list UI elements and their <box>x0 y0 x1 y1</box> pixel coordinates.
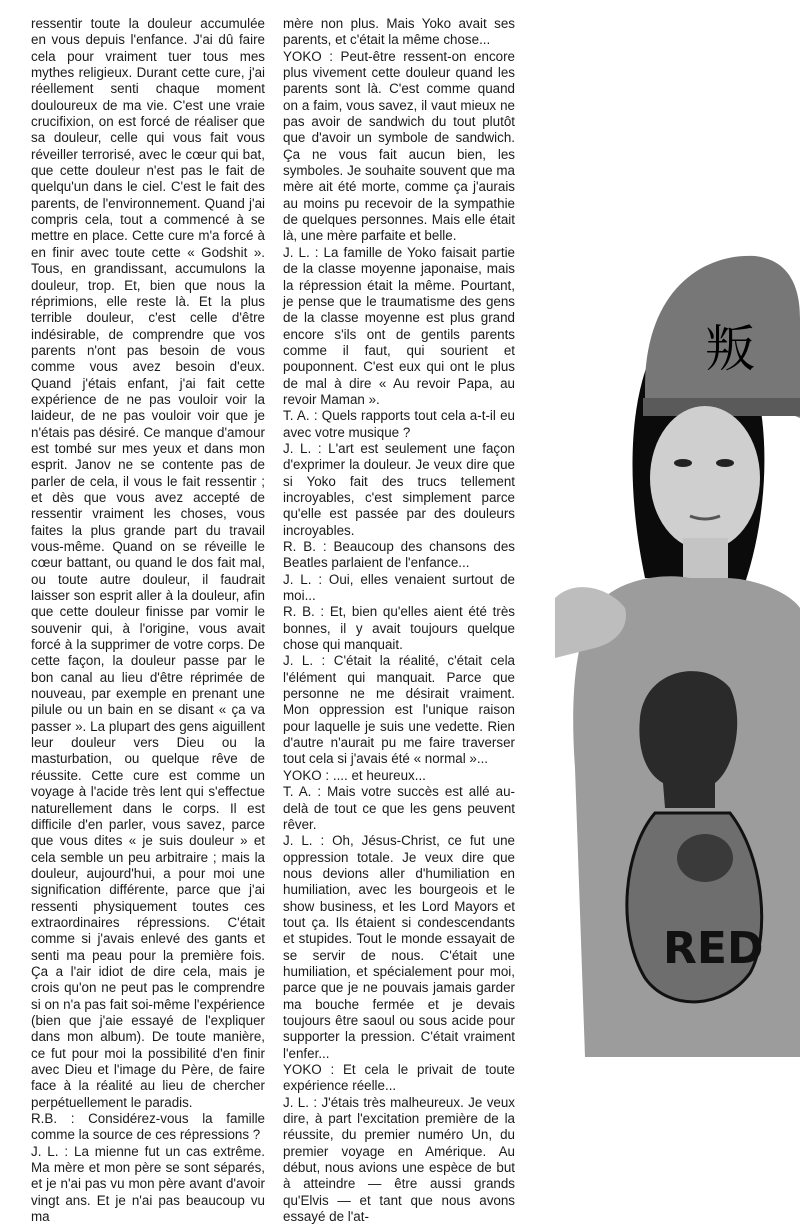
paragraph-jl-3: J. L. : Oui, elles venaient surtout de moi... <box>283 571 515 604</box>
shirt-text: RED <box>663 923 764 974</box>
paragraph-ta-2: T. A. : Mais votre succès est allé au-delà de tout ce que les gens peuvent rêver. <box>283 784 515 832</box>
paragraph-rb-2: R. B. : Et, bien qu'elles aient été très bonnes, il y avait toujours quelque chose qui manquait. <box>283 604 515 653</box>
face <box>650 406 760 550</box>
paragraph-rb-1: R. B. : Beaucoup des chansons des Beatles parlaient de l'enfance... <box>283 539 515 571</box>
text-column-right <box>283 16 515 1225</box>
paragraph-question-rb: R.B. : Considérez-vous la famille comme la source de ces répressions ? <box>31 1111 265 1143</box>
helmet-characters: 叛 <box>705 320 755 378</box>
paragraph-jl-6: J. L. : J'étais très malheureux. Je veux dire, à part l'excitation première de la réussite, du premier numéro Un, du premier voyage en Amérique. Au début, nous avions une espèce de but à atteindre — être aussi grands qu'Elvis — et tant que nous avons essayé de l'at- <box>283 1094 515 1225</box>
paragraph-jl-2: J. L. : L'art est seulement une façon d'exprimer la douleur. Je veux dire que si Yoko fait des trucs tellement incroyables, c'est simplement parce qu'elle est passée par des douleurs incroyables. <box>283 440 515 538</box>
paragraph-jl-1: J. L. : La famille de Yoko faisait partie de la classe moyenne japonaise, mais la répression était la même. Pourtant, je pense que le traumatisme des gens de la classe moyenne est plus grand encore s'ils ont de gentils parents comme il faut, qui sourient et pouponnent. C'est eux qui ont le plus de mal à dire « Au revoir Papa, au revoir Maman ». <box>283 244 515 407</box>
paragraph-yoko-2: YOKO : .... et heureux... <box>283 767 426 783</box>
portrait-photo <box>555 248 800 1057</box>
paragraph-yoko-1: YOKO : Peut-être ressent-on encore plus vivement cette douleur quand les parents sont là. C'est comme quand on a faim, vous savez, il vaut mieux ne pas avoir de sandwich du tout plutôt que d'avoir un symbole de sandwich. Ça ne vous fait aucun bien, les symboles. Je souhaite souvent que ma mère ait été morte, comme ça j'aurais au moins pu recevoir de la sympathie de quelques personnes. Mais elle était là, une mère parfaite et belle. <box>283 48 515 244</box>
paragraph-continuation: mère non plus. Mais Yoko avait ses parents, et c'était la même chose... <box>283 16 515 48</box>
paragraph-answer-jl: J. L. : La mienne fut un cas extrême. Ma mère et mon père se sont séparés, et je n'ai pas vu mon père avant d'avoir vingt ans. Et je n'ai pas beaucoup vu ma <box>31 1143 265 1225</box>
paragraph-jl-5: J. L. : Oh, Jésus-Christ, ce fut une oppression totale. Je veux dire que nous devions aller d'humiliation en humiliation, avec les bourgeois et le show business, et les Lord Mayors et tout ça. Ils étaient si condescendants et stupides. Tout le monde essayait de se servir de nous. C'était une humiliation, et spécialement pour moi, parce que je ne pouvais jamais garder ma bouche fermée et je devais toujours être saoul ou sous acide pour supporter la pression. C'était vraiment l'enfer... <box>283 833 515 1061</box>
paragraph-yoko-3: YOKO : Et cela le privait de toute expérience réelle... <box>283 1062 515 1094</box>
paragraph-narrative: ressentir toute la douleur accumulée en vous depuis l'enfance. J'ai dû faire cela pour vraiment tuer tous mes mythes religieux. Durant cette cure, j'ai réellement senti chaque moment douloureux de ma vie. C'est une vraie crucifixion, on est forcé de réaliser que sa douleur, celle qui vous fait vous réveiller terrorisé, avec le cœur qui bat, que cette douleur n'est pas le fait de quelqu'un dans le ciel. C'est le fait des parents, de l'environnement. Quand j'ai compris cela, tout a commencé à se mettre en place. Cette cure m'a forcé à en finir avec toute cette « Godshit ». Tous, en grandissant, accumulons la douleur, trop. Et, bien que nous la réprimions, elle reste là. Et la plus terrible douleur, c'est celle d'être indésirable, de comprendre que vos parents n'ont pas besoin de vous comme vous avez besoin d'eux. Quand j'étais enfant, j'ai fait cette expérience de ne pas vouloir voir la laideur, de ne pas vouloir voir que je n'étais pas désiré. Ce manque d'amour est tombé sur mes yeux et dans mon esprit. Janov ne se contente pas de parler de cela, il vous le fait ressentir ; et dès que vous avez accepté de ressentir vraiment les choses, vous faites la plus grande part du travail vous-même. Quand on se réveille le cœur battant, ou quand le dos fait mal, ou toute autre douleur, il faudrait laisser son esprit aller à la douleur, afin que cette douleur finisse par vomir le souvenir qui, à l'origine, vous avait forcé à la supprimer de votre corps. De cette façon, la douleur passe par le bon canal au lieu d'être réprimée de nouveau, par exemple en prenant une pilule ou un bain en se disant « ça va passer ». La plupart des gens aiguillent leur douleur vers Dieu ou la masturbation, ou quelque rêve de réussite. Cette cure est comme un voyage à l'acide très lent qui s'effectue naturellement dans le corps. Il est difficile d'en parler, vous savez, parce que vous dites « je suis douleur » et cela semble un peu arbitraire ; mais la douleur, aujourd'hui, a pour moi une signification différente, parce que j'ai ressenti physiquement toutes ces extraordinaires répressions. C'était comme si j'avais enlevé des gants et senti ma peau pour la première fois. Ça a l'air idiot de dire cela, mais je crois qu'on ne peut pas le comprendre si on n'a pas fait soi-même l'expérience (bien que j'aie essayé de l'expliquer dans mon album). De toute manière, ce fut pour moi la possibilité d'en finir avec Dieu et l'image du Père, de faire face à la réalité au lieu de chercher perpétuellement le paradis. <box>31 16 265 1110</box>
text-column-left <box>31 16 265 1225</box>
paragraph-ta-1: T. A. : Quels rapports tout cela a-t-il eu avec votre musique ? <box>283 408 515 440</box>
paragraph-jl-4: J. L. : C'était la réalité, c'était cela l'élément qui manquait. Parce que personne ne me désirait vraiment. Mon oppression est l'unique raison pour laquelle je suis une vedette. Rien d'autre n'aurait pu me faire traverser tout cela si j'avais été « normal »... <box>283 653 515 767</box>
